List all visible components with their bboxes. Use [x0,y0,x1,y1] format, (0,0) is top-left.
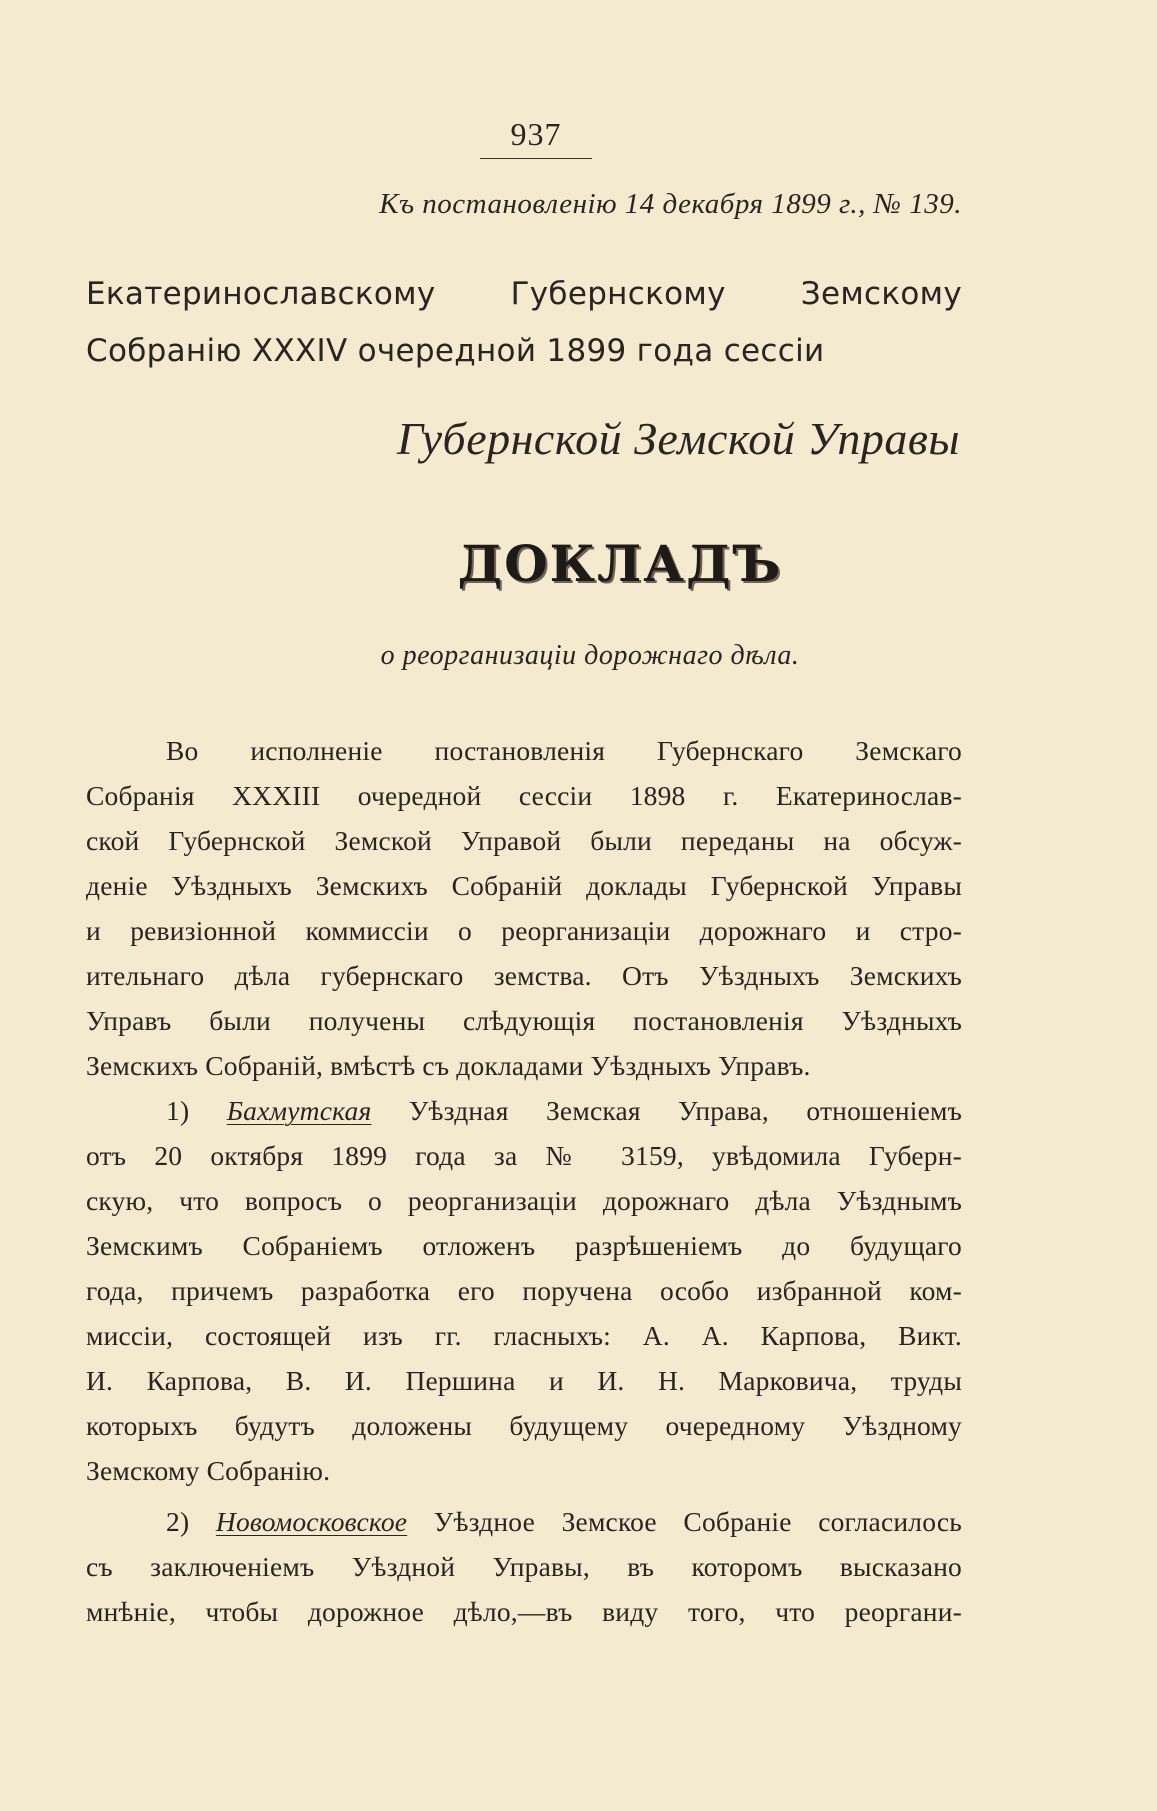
document-type-heading: ДОКЛАДЪ [457,534,783,593]
text-line: года, причемъ разработка его поручена особо избранной ком- [86,1275,962,1306]
district-name-novomoskovsk: Новомосковское [215,1506,408,1537]
text-line: мнѣніе, чтобы дорожное дѣло,—въ виду того, что реоргани- [86,1596,962,1627]
text-line: и ревизіонной коммиссіи о реорганизаціи дорожнаго и стро- [86,915,962,946]
paragraph-intro [86,728,962,1088]
text-line [86,1088,962,1133]
page-number-rule [480,158,592,159]
text-line: ительнаго дѣла губернскаго земства. Отъ Уѣздныхъ Земскихъ [86,960,962,991]
text-line: отъ 20 октября 1899 года за № 3159, увѣдомила Губерн- [86,1140,962,1171]
text-line: которыхъ будутъ доложены будущему очередному Уѣздному [86,1410,962,1441]
item-number: 1) [166,1095,190,1126]
page-number: 937 [510,116,562,152]
text-line: Собранія XXXIII очередной сессіи 1898 г. Екатеринослав- [86,780,962,811]
text-line: ской Губернской Земской Управой были переданы на обсуж- [86,825,962,856]
paragraph-item-2 [86,1499,962,1634]
addressee-line-1: Екатеринославскому Губернскому Земскому [86,276,962,312]
addressee-line-2: Собранію XXXIV очередной 1899 года сессіи [86,333,825,369]
text-line: Земскому Собранію. [86,1455,331,1486]
item-text: Уѣздная Земская Управа, отношеніемъ [371,1095,963,1126]
text-line: Земскихъ Собраній, вмѣстѣ съ докладами Уѣздныхъ Управъ. [86,1050,811,1081]
text-line: И. Карпова, В. И. Першина и И. Н. Марковича, труды [86,1365,962,1396]
text-line [86,1499,962,1544]
text-line: миссіи, состоящей изъ гг. гласныхъ: А. А. Карпова, Викт. [86,1320,962,1351]
paragraph-item-1 [86,1088,962,1493]
text-line: Управъ были получены слѣдующія постановленія Уѣздныхъ [86,1005,962,1036]
body-text [86,728,962,1634]
district-name-bakhmut: Бахмутская [226,1095,372,1126]
addressee-heading [86,266,962,380]
text-line: Во исполненіе постановленія Губернскаго Земскаго [166,735,962,766]
issuer-heading: Губернской Земской Управы [396,413,960,464]
text-line: деніе Уѣздныхъ Земскихъ Собраній доклады Губернской Управы [86,870,962,901]
resolution-reference: Къ постановленію 14 декабря 1899 г., № 139. [379,188,962,220]
item-number: 2) [166,1506,190,1537]
text-line: скую, что вопросъ о реорганизаціи дорожнаго дѣла Уѣзднымъ [86,1185,962,1216]
subject-heading: о реорганизаціи дорожнаго дѣла. [380,640,800,671]
text-line: съ заключеніемъ Уѣздной Управы, въ которомъ высказано [86,1551,962,1582]
item-text: Уѣздное Земское Собраніе согласилось [407,1506,962,1537]
text-line: Земскимъ Собраніемъ отложенъ разрѣшеніемъ до будущаго [86,1230,962,1261]
